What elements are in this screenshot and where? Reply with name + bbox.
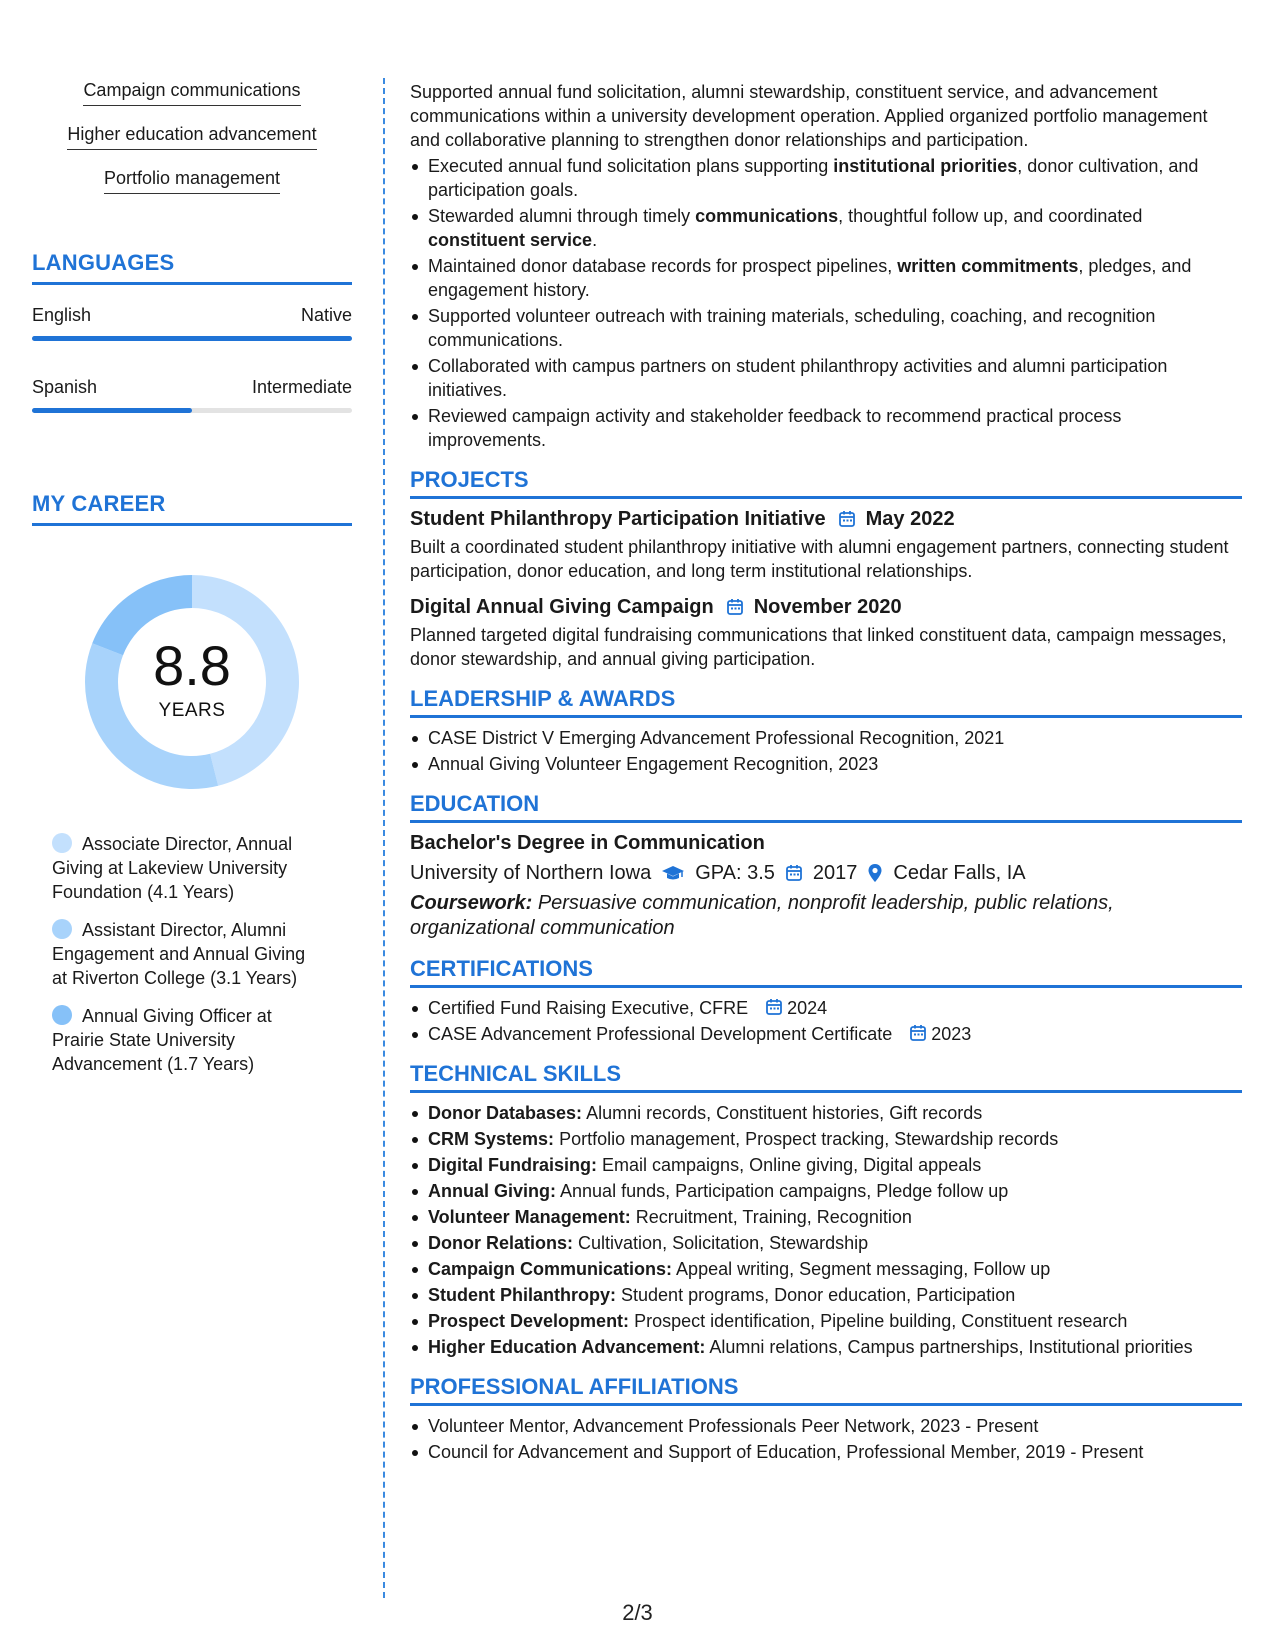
career-legend-item <box>52 1004 322 1076</box>
career-legend-text: Associate Director, Annual Giving at Lakeview University Foundation (4.1 Years) <box>52 834 293 902</box>
career-legend-text: Assistant Director, Alumni Engagement and Annual Giving at Riverton College (3.1 Years) <box>52 920 306 988</box>
career-legend <box>32 832 352 1076</box>
certification-item <box>410 996 1242 1020</box>
affiliations-heading: PROFESSIONAL AFFILIATIONS <box>410 1375 1242 1406</box>
education-degree: Bachelor's Degree in Communication <box>410 832 765 854</box>
education-year: 2017 <box>812 862 858 884</box>
skill-label: Donor Databases: <box>428 1103 583 1123</box>
column-divider <box>383 78 385 1598</box>
language-name: Spanish <box>32 377 98 397</box>
affiliation-item: Volunteer Mentor, Advancement Professionals Peer Network, 2023 - Present <box>410 1414 1242 1438</box>
main-content <box>410 80 1242 1466</box>
calendar-icon <box>765 998 783 1016</box>
career-total-years: 8.8 <box>153 634 231 697</box>
education-gpa: GPA: 3.5 <box>695 862 775 884</box>
language-bar-fill <box>32 336 352 341</box>
language-row <box>32 377 352 398</box>
skill-value: Cultivation, Solicitation, Stewardship <box>578 1233 869 1253</box>
skill-value: Prospect identification, Pipeline building, Constituent research <box>634 1311 1128 1331</box>
skill-value: Appeal writing, Segment messaging, Follow up <box>676 1259 1051 1279</box>
language-row <box>32 305 352 326</box>
project-description: Built a coordinated student philanthropy initiative with alumni engagement partners, connecting student participation, donor education, and long term institutional relationships. <box>410 537 1229 581</box>
language-name: English <box>32 305 92 325</box>
project-title-row <box>410 595 1242 619</box>
certification-date <box>909 1024 971 1044</box>
certification-name: Certified Fund Raising Executive, CFRE <box>428 998 749 1018</box>
skill-item <box>410 1283 1242 1307</box>
languages-heading: LANGUAGES <box>32 250 352 285</box>
career-legend-item <box>52 918 322 990</box>
project-date: May 2022 <box>865 508 955 530</box>
skill-label: Student Philanthropy: <box>428 1285 616 1305</box>
affiliation-item: Council for Advancement and Support of Education, Professional Member, 2019 - Present <box>410 1440 1242 1464</box>
legend-dot <box>52 833 72 853</box>
skill-value: Alumni relations, Campus partnerships, Institutional priorities <box>709 1337 1193 1357</box>
language-bar <box>32 408 352 413</box>
skill-item <box>410 1309 1242 1333</box>
experience-bullet: Collaborated with campus partners on student philanthropy activities and alumni participation initiatives. <box>410 354 1242 402</box>
certification-year: 2023 <box>931 1024 972 1044</box>
certifications-list <box>410 996 1242 1046</box>
skill-label: Prospect Development: <box>428 1311 630 1331</box>
skill-value: Student programs, Donor education, Participation <box>621 1285 1016 1305</box>
technical-skills-list <box>410 1101 1242 1359</box>
career-donut-chart <box>78 568 306 796</box>
experience-bullet: Maintained donor database records for prospect pipelines, written commitments, pledges, and engagement history. <box>410 254 1242 302</box>
affiliations-list <box>410 1414 1242 1464</box>
calendar-icon <box>909 1024 927 1042</box>
experience-bullet: Stewarded alumni through timely communications, thoughtful follow up, and coordinated constituent service. <box>410 204 1242 252</box>
education-coursework <box>410 891 1242 941</box>
skill-label: Digital Fundraising: <box>428 1155 597 1175</box>
skill-label: CRM Systems: <box>428 1129 555 1149</box>
sidebar <box>32 78 352 1090</box>
experience-summary: Supported annual fund solicitation, alumni stewardship, constituent service, and advancement communications within a university development operation. Applied organized portfolio management and collaborative planning to strengthen donor relationships and participation. <box>410 82 1208 150</box>
skill-value: Alumni records, Constituent histories, Gift records <box>586 1103 983 1123</box>
page-number: 2/3 <box>622 1600 653 1625</box>
skill-tag: Higher education advancement <box>67 122 316 150</box>
skill-label: Annual Giving: <box>428 1181 556 1201</box>
leadership-list <box>410 726 1242 776</box>
education-location: Cedar Falls, IA <box>893 862 1026 884</box>
experience-bullet: Supported volunteer outreach with training materials, scheduling, coaching, and recognition communications. <box>410 304 1242 352</box>
leadership-item: Annual Giving Volunteer Engagement Recognition, 2023 <box>410 752 1242 776</box>
skill-tags <box>32 78 352 210</box>
graduation-cap-icon <box>661 864 685 882</box>
career-heading: MY CAREER <box>32 491 352 526</box>
certification-date <box>765 998 827 1018</box>
skill-item <box>410 1127 1242 1151</box>
career-legend-text: Annual Giving Officer at Prairie State University Advancement (1.7 Years) <box>52 1006 272 1074</box>
technical-skills-heading: TECHNICAL SKILLS <box>410 1062 1242 1093</box>
location-pin-icon <box>867 863 883 883</box>
skill-label: Volunteer Management: <box>428 1207 631 1227</box>
career-legend-item <box>52 832 322 904</box>
leadership-heading: LEADERSHIP & AWARDS <box>410 687 1242 718</box>
project-title: Digital Annual Giving Campaign <box>410 596 714 618</box>
calendar-icon <box>785 864 803 882</box>
project-entry <box>410 507 1242 583</box>
language-bar <box>32 336 352 341</box>
skill-tag: Campaign communications <box>83 78 300 106</box>
experience-bullets <box>410 154 1242 452</box>
leadership-item: CASE District V Emerging Advancement Professional Recognition, 2021 <box>410 726 1242 750</box>
coursework-text: Persuasive communication, nonprofit leadership, public relations, organizational communication <box>410 892 1114 939</box>
language-level: Intermediate <box>251 377 352 397</box>
calendar-icon <box>838 510 856 528</box>
project-description: Planned targeted digital fundraising communications that linked constituent data, campaign messages, donor stewardship, and annual giving participation. <box>410 625 1227 669</box>
calendar-icon <box>726 598 744 616</box>
coursework-label: Coursework: <box>410 892 533 914</box>
skill-item <box>410 1101 1242 1125</box>
experience-bullet: Executed annual fund solicitation plans supporting institutional priorities, donor cultivation, and participation goals. <box>410 154 1242 202</box>
education-details <box>410 861 1242 885</box>
skill-item <box>410 1153 1242 1177</box>
skill-label: Donor Relations: <box>428 1233 574 1253</box>
skill-item <box>410 1205 1242 1229</box>
legend-dot <box>52 1005 72 1025</box>
language-level: Native <box>300 305 352 325</box>
projects-heading: PROJECTS <box>410 468 1242 499</box>
certification-name: CASE Advancement Professional Development Certificate <box>428 1024 893 1044</box>
project-date: November 2020 <box>753 596 902 618</box>
certification-year: 2024 <box>787 998 828 1018</box>
skill-value: Portfolio management, Prospect tracking, Stewardship records <box>559 1129 1059 1149</box>
skill-tag: Portfolio management <box>104 166 280 194</box>
legend-dot <box>52 919 72 939</box>
project-entry <box>410 595 1242 671</box>
skill-value: Email campaigns, Online giving, Digital appeals <box>602 1155 982 1175</box>
skill-item <box>410 1257 1242 1281</box>
skill-value: Annual funds, Participation campaigns, Pledge follow up <box>560 1181 1009 1201</box>
experience-bullet: Reviewed campaign activity and stakeholder feedback to recommend practical process improvements. <box>410 404 1242 452</box>
career-total-unit: YEARS <box>158 700 226 721</box>
skill-item <box>410 1179 1242 1203</box>
education-heading: EDUCATION <box>410 792 1242 823</box>
skill-label: Higher Education Advancement: <box>428 1337 706 1357</box>
project-title-row <box>410 507 1242 531</box>
project-title: Student Philanthropy Participation Initiative <box>410 508 826 530</box>
skill-item <box>410 1335 1242 1359</box>
skill-item <box>410 1231 1242 1255</box>
skill-label: Campaign Communications: <box>428 1259 673 1279</box>
certification-item <box>410 1022 1242 1046</box>
certifications-heading: CERTIFICATIONS <box>410 957 1242 988</box>
skill-value: Recruitment, Training, Recognition <box>635 1207 912 1227</box>
language-bar-fill <box>32 408 192 413</box>
education-school: University of Northern Iowa <box>410 862 652 884</box>
